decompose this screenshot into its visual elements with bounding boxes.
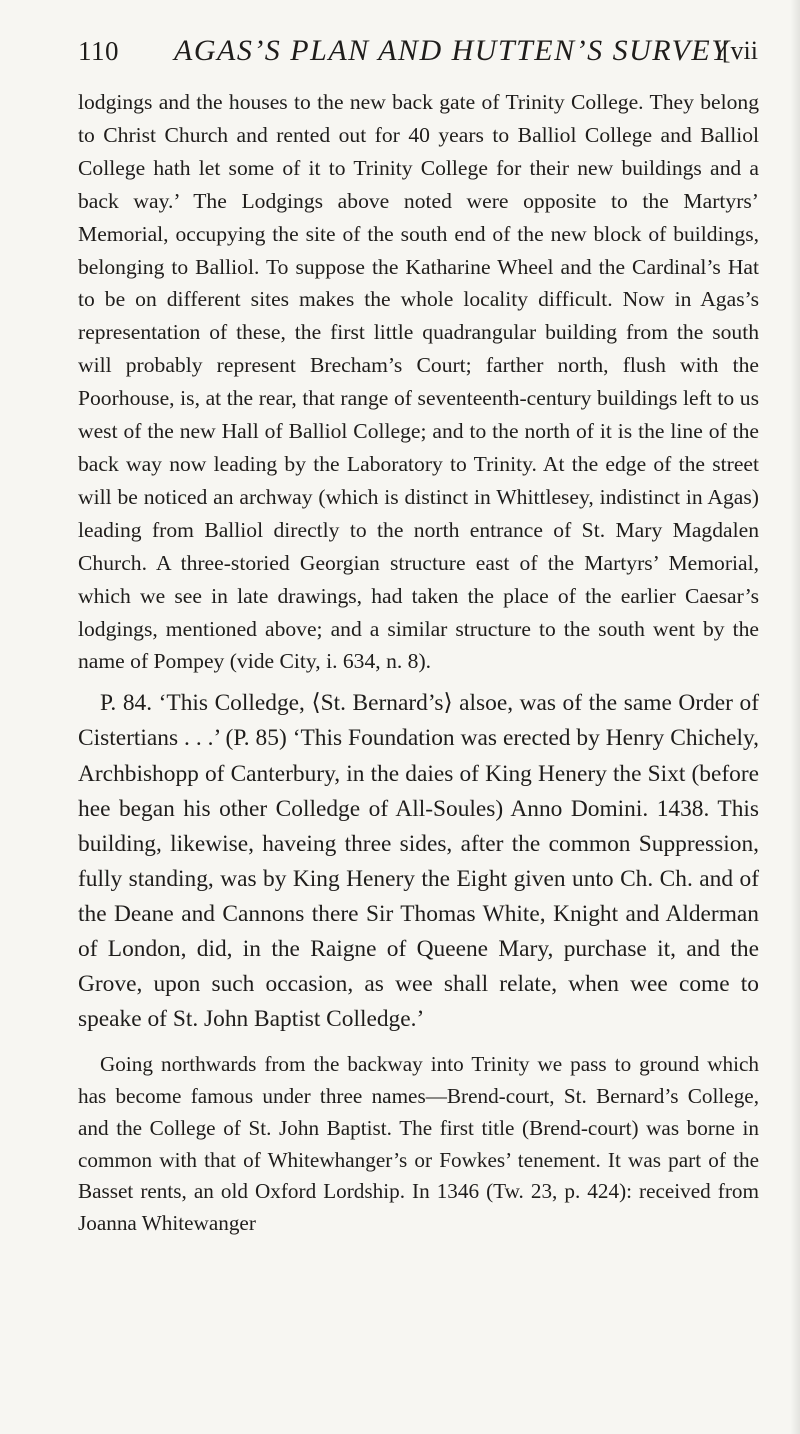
paragraph-brend-court: Going northwards from the backway into Trinity we pass to ground which has become famous under three names—Brend-court, St. Bernard’s College, and the College of St. John Baptist. The first title (Brend-court) was borne in common with that of Whitewhanger’s or Fowkes’ tenement. It was part of the Basset rents, an old Oxford Lordship. In 1346 (Tw. 23, p. 424): received from Joanna Whitewanger — [78, 1052, 759, 1236]
page-number: 110 — [78, 36, 119, 66]
chapter-mark: [vii — [721, 36, 758, 65]
paragraph-quotation-st-bernards: P. 84. ‘This Colledge, ⟨St. Bernard’s⟩ alsoe, was of the same Order of Cistertians . . .’ (P. 85) ‘This Foundation was erected by Henry Chichely, Archbishopp of Canterbury, in the daies of King Henery the Sixt (before hee began his other Colledge of All-Soules) Anno Domini. 1438. This building, likewise, haveing three sides, after the common Suppression, fully standing, was by King Henery the Eight given unto Ch. Ch. and of the Deane and Cannons there Sir Thomas White, Knight and Alderman of London, did, in the Raigne of Queene Mary, purchase it, and the Grove, upon such occasion, as wee shall relate, when wee come to speake of St. John Baptist Colledge.’ — [78, 690, 759, 1033]
page-edge-shadow — [790, 0, 800, 1434]
page-header — [78, 34, 758, 78]
running-head: AGAS’S PLAN AND HUTTEN’S SURVEY — [174, 34, 730, 67]
body-text — [78, 86, 759, 1240]
paragraph-agas-description: lodgings and the houses to the new back gate of Trinity College. They belong to Christ Church and rented out for 40 years to Balliol College and Balliol College hath let some of it to Trinity College for their new buildings and a back way.’ The Lodgings above noted were opposite to the Martyrs’ Memorial, occupying the site of the south end of the new block of buildings, belonging to Balliol. To suppose the Katharine Wheel and the Cardinal’s Hat to be on different sites makes the whole locality difficult. Now in Agas’s representation of these, the first little quadrangular building from the south will probably represent Brecham’s Court; farther north, flush with the Poorhouse, is, at the rear, that range of seventeenth-century buildings left to us west of the new Hall of Balliol College; and to the north of it is the line of the back way now leading by the Laboratory to Trinity. At the edge of the street will be noticed an archway (which is distinct in Whittlesey, indistinct in Agas) leading from Balliol directly to the north entrance of St. Mary Magdalen Church. A three-storied Georgian structure east of the Martyrs’ Memorial, which we see in late drawings, had taken the place of the earlier Caesar’s lodgings, mentioned above; and a similar structure to the south went by the name of Pompey (vide City, i. 634, n. 8). — [78, 90, 759, 674]
